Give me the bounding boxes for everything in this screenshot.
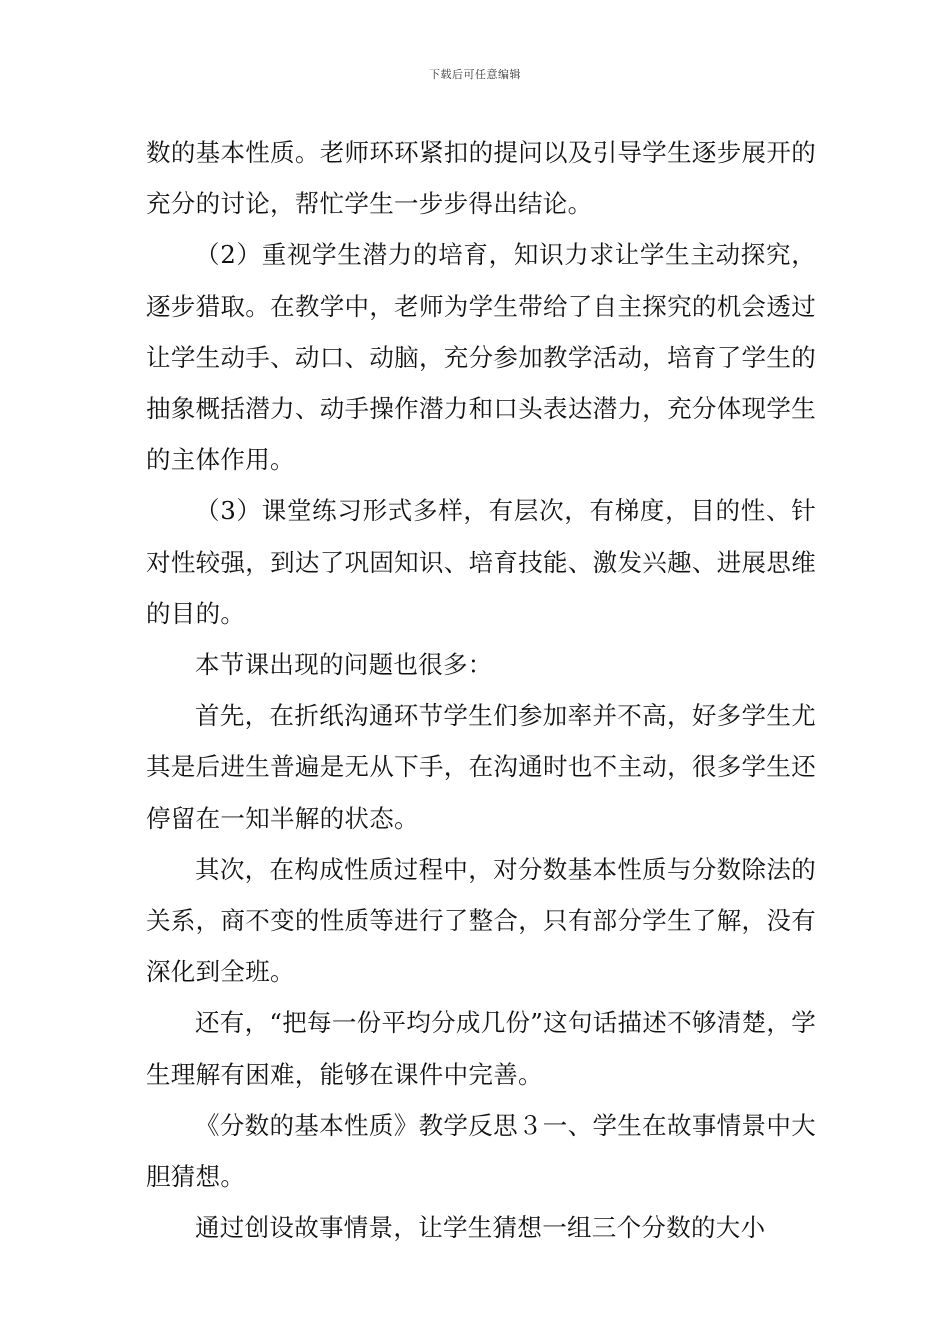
paragraph-1: 数的基本性质。老师环环紧扣的提问以及引导学生逐步展开的充分的讨论，帮忙学生一步步得出结论。 <box>146 138 816 219</box>
document-body <box>146 127 816 1253</box>
paragraph-8: 《分数的基本性质》教学反思３一、学生在故事情景中大胆猜想。 <box>146 1110 816 1192</box>
page-header: 下载后可任意编辑 <box>429 68 521 81</box>
paragraph-7: 还有，“把每一份平均分成几份”这句话描述不够清楚，学生理解有困难，能够在课件中完善。 <box>146 1008 816 1089</box>
paragraph-9: 通过创设故事情景，让学生猜想一组三个分数的大小 <box>195 1213 766 1243</box>
paragraph-4: 本节课出现的问题也很多： <box>195 650 493 680</box>
paragraph-5: 首先，在折纸沟通环节学生们参加率并不高，好多学生尤其是后进生普遍是无从下手，在沟通时也不主动，很多学生还停留在一知半解的状态。 <box>146 701 816 833</box>
paragraph-3: （3）课堂练习形式多样，有层次，有梯度，目的性、针对性较强，到达了巩固知识、培育技能、激发兴趣、进展思维的目的。 <box>146 496 816 628</box>
paragraph-6: 其次，在构成性质过程中，对分数基本性质与分数除法的关系，商不变的性质等进行了整合，只有部分学生了解，没有深化到全班。 <box>146 854 816 987</box>
paragraph-2: （2）重视学生潜力的培育，知识力求让学生主动探究，逐步猎取。在教学中，老师为学生带给了自主探究的机会透过让学生动手、动口、动脑，充分参加教学活动，培育了学生的抽象概括潜力、动手操作潜力和口头表达潜力，充分体现学生的主体作用。 <box>146 240 816 475</box>
